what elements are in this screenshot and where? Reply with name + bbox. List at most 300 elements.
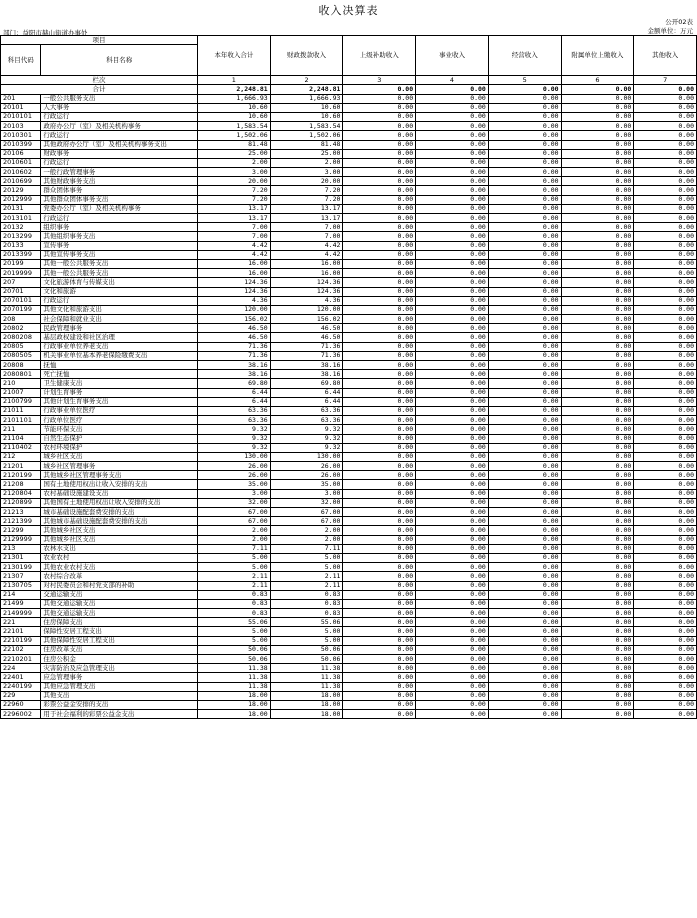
amount-fiscal: 124.36: [270, 278, 343, 287]
amount-affiliated: 0.00: [561, 517, 634, 526]
subject-code: 2080505: [1, 351, 41, 360]
amount-affiliated: 0.00: [561, 103, 634, 112]
amount-total: 5.00: [197, 563, 270, 572]
table-row: [1, 195, 697, 204]
subject-code: 20132: [1, 223, 41, 232]
amount-affiliated: 0.00: [561, 443, 634, 452]
amount-affiliated: 0.00: [561, 112, 634, 121]
table-row: [1, 462, 697, 471]
table-body: [1, 94, 697, 719]
amount-fiscal: 18.00: [270, 710, 343, 719]
amount-other: 0.00: [634, 710, 697, 719]
amount-affiliated: 0.00: [561, 572, 634, 581]
amount-affiliated: 0.00: [561, 177, 634, 186]
amount-operating: 0.00: [488, 333, 561, 342]
subject-name: 文化旅游体育与传媒支出: [41, 278, 198, 287]
subject-code: 21007: [1, 388, 41, 397]
amount-fiscal: 10.60: [270, 112, 343, 121]
amount-superior: 0.00: [343, 636, 416, 645]
amount-other: 0.00: [634, 370, 697, 379]
amount-business: 0.00: [416, 563, 489, 572]
amount-operating: 0.00: [488, 379, 561, 388]
amount-business: 0.00: [416, 250, 489, 259]
amount-business: 0.00: [416, 517, 489, 526]
amount-affiliated: 0.00: [561, 627, 634, 636]
amount-fiscal: 9.32: [270, 425, 343, 434]
subject-name: 一般行政管理事务: [41, 168, 198, 177]
amount-total: 3.00: [197, 489, 270, 498]
amount-superior: 0.00: [343, 526, 416, 535]
subject-name: 民政管理事务: [41, 324, 198, 333]
subject-code: 20199: [1, 259, 41, 268]
table-row: [1, 700, 697, 709]
amount-business: 0.00: [416, 149, 489, 158]
amount-fiscal: 6.44: [270, 397, 343, 406]
amount-superior: 0.00: [343, 682, 416, 691]
amount-affiliated: 0.00: [561, 195, 634, 204]
subject-code: 20101: [1, 103, 41, 112]
amount-other: 0.00: [634, 287, 697, 296]
header-col-6: 附属单位上缴收入: [561, 36, 634, 76]
amount-affiliated: 0.00: [561, 691, 634, 700]
subject-code: 2120804: [1, 489, 41, 498]
amount-affiliated: 0.00: [561, 223, 634, 232]
amount-fiscal: 7.20: [270, 195, 343, 204]
amount-operating: 0.00: [488, 489, 561, 498]
amount-business: 0.00: [416, 655, 489, 664]
amount-operating: 0.00: [488, 149, 561, 158]
amount-affiliated: 0.00: [561, 406, 634, 415]
subject-name: 其他组织事务支出: [41, 232, 198, 241]
amount-fiscal: 9.32: [270, 434, 343, 443]
amount-other: 0.00: [634, 269, 697, 278]
subject-code: 2210199: [1, 636, 41, 645]
subject-name: 用于社会福利的彩票公益金支出: [41, 710, 198, 719]
amount-affiliated: 0.00: [561, 599, 634, 608]
amount-fiscal: 11.38: [270, 673, 343, 682]
amount-other: 0.00: [634, 333, 697, 342]
amount-other: 0.00: [634, 177, 697, 186]
amount-affiliated: 0.00: [561, 489, 634, 498]
amount-fiscal: 38.16: [270, 370, 343, 379]
table-row: [1, 342, 697, 351]
amount-total: 10.60: [197, 112, 270, 121]
subject-code: 20133: [1, 241, 41, 250]
subject-name: 行政运行: [41, 112, 198, 121]
amount-business: 0.00: [416, 489, 489, 498]
amount-other: 0.00: [634, 342, 697, 351]
table-row: [1, 204, 697, 213]
amount-affiliated: 0.00: [561, 379, 634, 388]
amount-business: 0.00: [416, 508, 489, 517]
table-row: [1, 416, 697, 425]
amount-fiscal: 2.00: [270, 535, 343, 544]
amount-fiscal: 4.42: [270, 250, 343, 259]
amount-superior: 0.00: [343, 498, 416, 507]
subject-code: 21307: [1, 572, 41, 581]
amount-superior: 0.00: [343, 416, 416, 425]
amount-superior: 0.00: [343, 618, 416, 627]
amount-fiscal: 38.16: [270, 361, 343, 370]
amount-total: 20.00: [197, 177, 270, 186]
amount-affiliated: 0.00: [561, 471, 634, 480]
amount-superior: 0.00: [343, 214, 416, 223]
amount-fiscal: 67.00: [270, 508, 343, 517]
subject-code: 2080208: [1, 333, 41, 342]
subject-code: 22401: [1, 673, 41, 682]
amount-operating: 0.00: [488, 416, 561, 425]
amount-total: 32.00: [197, 498, 270, 507]
subject-name: 其他交通运输支出: [41, 609, 198, 618]
amount-operating: 0.00: [488, 406, 561, 415]
amount-other: 0.00: [634, 581, 697, 590]
amount-other: 0.00: [634, 599, 697, 608]
amount-business: 0.00: [416, 636, 489, 645]
amount-fiscal: 26.00: [270, 471, 343, 480]
amount-affiliated: 0.00: [561, 131, 634, 140]
subject-name: 保障性安居工程支出: [41, 627, 198, 636]
amount-total: 50.06: [197, 655, 270, 664]
amount-fiscal: 3.00: [270, 489, 343, 498]
amount-other: 0.00: [634, 553, 697, 562]
subject-name: 农业农村: [41, 553, 198, 562]
amount-superior: 0.00: [343, 103, 416, 112]
amount-affiliated: 0.00: [561, 333, 634, 342]
table-row: [1, 223, 697, 232]
form-number: 公开02表: [665, 18, 693, 26]
amount-fiscal: 2.11: [270, 581, 343, 590]
amount-superior: 0.00: [343, 645, 416, 654]
amount-other: 0.00: [634, 195, 697, 204]
amount-business: 0.00: [416, 259, 489, 268]
amount-affiliated: 0.00: [561, 590, 634, 599]
table-row: [1, 140, 697, 149]
amount-superior: 0.00: [343, 241, 416, 250]
amount-other: 0.00: [634, 406, 697, 415]
col-index: 7: [634, 76, 697, 85]
amount-operating: 0.00: [488, 103, 561, 112]
subject-code: 2240199: [1, 682, 41, 691]
amount-fiscal: 5.00: [270, 563, 343, 572]
amount-affiliated: 0.00: [561, 452, 634, 461]
amount-operating: 0.00: [488, 627, 561, 636]
amount-superior: 0.00: [343, 168, 416, 177]
amount-total: 0.83: [197, 599, 270, 608]
amount-business: 0.00: [416, 425, 489, 434]
amount-total: 7.20: [197, 195, 270, 204]
subject-code: 201: [1, 94, 41, 103]
subject-name: 其他宣传事务支出: [41, 250, 198, 259]
col-index: 1: [197, 76, 270, 85]
amount-total: 5.00: [197, 636, 270, 645]
subject-code: 211: [1, 425, 41, 434]
amount-affiliated: 0.00: [561, 526, 634, 535]
amount-affiliated: 0.00: [561, 370, 634, 379]
amount-other: 0.00: [634, 351, 697, 360]
subject-code: 2129999: [1, 535, 41, 544]
subject-code: 2130705: [1, 581, 41, 590]
amount-fiscal: 7.00: [270, 232, 343, 241]
subject-name: 农村基础设施建设支出: [41, 489, 198, 498]
amount-business: 0.00: [416, 691, 489, 700]
amount-other: 0.00: [634, 664, 697, 673]
page-title: 收入决算表: [318, 4, 379, 17]
subject-name: 机关事业单位基本养老保险缴费支出: [41, 351, 198, 360]
amount-other: 0.00: [634, 131, 697, 140]
amount-total: 16.00: [197, 259, 270, 268]
amount-other: 0.00: [634, 425, 697, 434]
subject-name: 文化和旅游: [41, 287, 198, 296]
amount-total: 25.00: [197, 149, 270, 158]
amount-fiscal: 7.00: [270, 223, 343, 232]
amount-affiliated: 0.00: [561, 480, 634, 489]
amount-superior: 0.00: [343, 471, 416, 480]
table-row: [1, 324, 697, 333]
subject-code: 2101101: [1, 416, 41, 425]
subject-code: 22960: [1, 700, 41, 709]
amount-fiscal: 18.00: [270, 691, 343, 700]
amount-other: 0.00: [634, 416, 697, 425]
amount-operating: 0.00: [488, 269, 561, 278]
subject-code: 22101: [1, 627, 41, 636]
table-row: [1, 149, 697, 158]
amount-superior: 0.00: [343, 269, 416, 278]
amount-affiliated: 0.00: [561, 204, 634, 213]
amount-affiliated: 0.00: [561, 342, 634, 351]
amount-other: 0.00: [634, 480, 697, 489]
amount-other: 0.00: [634, 443, 697, 452]
amount-superior: 0.00: [343, 508, 416, 517]
subject-code: 21208: [1, 480, 41, 489]
amount-operating: 0.00: [488, 305, 561, 314]
amount-total: 7.00: [197, 232, 270, 241]
amount-affiliated: 0.00: [561, 250, 634, 259]
amount-superior: 0.00: [343, 655, 416, 664]
amount-fiscal: 26.00: [270, 462, 343, 471]
amount-operating: 0.00: [488, 122, 561, 131]
amount-business: 0.00: [416, 223, 489, 232]
subject-code: 2010602: [1, 168, 41, 177]
amount-total: 1,583.54: [197, 122, 270, 131]
subject-code: 2121399: [1, 517, 41, 526]
amount-total: 69.80: [197, 379, 270, 388]
amount-operating: 0.00: [488, 572, 561, 581]
amount-fiscal: 35.00: [270, 480, 343, 489]
subject-name: 城市基础设施配套费安排的支出: [41, 508, 198, 517]
amount-total: 11.38: [197, 673, 270, 682]
amount-fiscal: 3.00: [270, 168, 343, 177]
subject-code: 210: [1, 379, 41, 388]
total-value: 0.00: [488, 85, 561, 94]
amount-total: 81.48: [197, 140, 270, 149]
amount-business: 0.00: [416, 204, 489, 213]
amount-affiliated: 0.00: [561, 269, 634, 278]
amount-fiscal: 7.11: [270, 544, 343, 553]
subject-name: 节能环保支出: [41, 425, 198, 434]
amount-superior: 0.00: [343, 691, 416, 700]
amount-fiscal: 13.17: [270, 214, 343, 223]
amount-business: 0.00: [416, 351, 489, 360]
amount-superior: 0.00: [343, 158, 416, 167]
subject-name: 住房保障支出: [41, 618, 198, 627]
amount-operating: 0.00: [488, 645, 561, 654]
amount-superior: 0.00: [343, 149, 416, 158]
amount-fiscal: 0.83: [270, 609, 343, 618]
subject-name: 其他支出: [41, 691, 198, 700]
subject-code: 213: [1, 544, 41, 553]
amount-business: 0.00: [416, 158, 489, 167]
amount-unit: 金额单位：万元: [647, 27, 693, 35]
amount-other: 0.00: [634, 259, 697, 268]
amount-business: 0.00: [416, 416, 489, 425]
amount-total: 7.20: [197, 186, 270, 195]
subject-name: 其他保障性安居工程支出: [41, 636, 198, 645]
amount-business: 0.00: [416, 333, 489, 342]
table-row: [1, 379, 697, 388]
amount-fiscal: 11.38: [270, 682, 343, 691]
amount-operating: 0.00: [488, 342, 561, 351]
amount-superior: 0.00: [343, 342, 416, 351]
amount-superior: 0.00: [343, 710, 416, 719]
amount-total: 4.42: [197, 250, 270, 259]
amount-fiscal: 0.83: [270, 590, 343, 599]
subject-code: 2080801: [1, 370, 41, 379]
amount-total: 7.11: [197, 544, 270, 553]
amount-operating: 0.00: [488, 691, 561, 700]
amount-total: 50.06: [197, 645, 270, 654]
header-col-5: 经营收入: [488, 36, 561, 76]
amount-operating: 0.00: [488, 232, 561, 241]
subject-code: 2149999: [1, 609, 41, 618]
amount-operating: 0.00: [488, 700, 561, 709]
amount-fiscal: 67.00: [270, 517, 343, 526]
total-label: 合计: [1, 85, 198, 94]
amount-business: 0.00: [416, 443, 489, 452]
amount-business: 0.00: [416, 710, 489, 719]
amount-other: 0.00: [634, 618, 697, 627]
amount-affiliated: 0.00: [561, 462, 634, 471]
amount-fiscal: 2.00: [270, 158, 343, 167]
table-row: [1, 443, 697, 452]
subject-code: 20106: [1, 149, 41, 158]
amount-superior: 0.00: [343, 223, 416, 232]
amount-fiscal: 130.00: [270, 452, 343, 461]
amount-operating: 0.00: [488, 370, 561, 379]
amount-business: 0.00: [416, 609, 489, 618]
subject-name: 其他文化和旅游支出: [41, 305, 198, 314]
table-row: [1, 480, 697, 489]
table-row: [1, 471, 697, 480]
subject-name: 其他一般公共服务支出: [41, 269, 198, 278]
amount-total: 38.16: [197, 370, 270, 379]
amount-total: 1,502.06: [197, 131, 270, 140]
amount-business: 0.00: [416, 599, 489, 608]
table-row: [1, 517, 697, 526]
amount-operating: 0.00: [488, 315, 561, 324]
amount-fiscal: 5.00: [270, 627, 343, 636]
amount-operating: 0.00: [488, 563, 561, 572]
subject-name: 其他城市基础设施配套费安排的支出: [41, 517, 198, 526]
amount-business: 0.00: [416, 370, 489, 379]
amount-affiliated: 0.00: [561, 241, 634, 250]
amount-business: 0.00: [416, 287, 489, 296]
amount-affiliated: 0.00: [561, 544, 634, 553]
amount-fiscal: 156.02: [270, 315, 343, 324]
amount-other: 0.00: [634, 645, 697, 654]
amount-superior: 0.00: [343, 122, 416, 131]
subject-code: 20802: [1, 324, 41, 333]
amount-total: 55.06: [197, 618, 270, 627]
amount-business: 0.00: [416, 581, 489, 590]
amount-operating: 0.00: [488, 609, 561, 618]
amount-superior: 0.00: [343, 599, 416, 608]
amount-superior: 0.00: [343, 379, 416, 388]
amount-operating: 0.00: [488, 553, 561, 562]
subject-name: 行政单位医疗: [41, 416, 198, 425]
amount-operating: 0.00: [488, 655, 561, 664]
table-row: [1, 544, 697, 553]
table-row: [1, 241, 697, 250]
amount-superior: 0.00: [343, 232, 416, 241]
amount-business: 0.00: [416, 462, 489, 471]
amount-superior: 0.00: [343, 563, 416, 572]
amount-fiscal: 4.36: [270, 296, 343, 305]
amount-total: 63.36: [197, 416, 270, 425]
amount-fiscal: 1,502.06: [270, 131, 343, 140]
total-value: 2,248.81: [197, 85, 270, 94]
table-row: [1, 664, 697, 673]
amount-operating: 0.00: [488, 425, 561, 434]
amount-total: 13.17: [197, 214, 270, 223]
table-row: [1, 636, 697, 645]
amount-other: 0.00: [634, 305, 697, 314]
table-row: [1, 168, 697, 177]
subject-name: 行政运行: [41, 158, 198, 167]
subject-code: 22102: [1, 645, 41, 654]
amount-superior: 0.00: [343, 664, 416, 673]
subject-name: 财政事务: [41, 149, 198, 158]
subject-name: 社会保障和就业支出: [41, 315, 198, 324]
amount-fiscal: 69.80: [270, 379, 343, 388]
amount-business: 0.00: [416, 618, 489, 627]
amount-superior: 0.00: [343, 333, 416, 342]
amount-operating: 0.00: [488, 535, 561, 544]
amount-superior: 0.00: [343, 370, 416, 379]
amount-fiscal: 0.83: [270, 599, 343, 608]
amount-affiliated: 0.00: [561, 361, 634, 370]
subject-name: 基层政权建设和社区治理: [41, 333, 198, 342]
amount-operating: 0.00: [488, 498, 561, 507]
amount-other: 0.00: [634, 682, 697, 691]
table-row: [1, 599, 697, 608]
amount-business: 0.00: [416, 406, 489, 415]
subject-name: 计划生育事务: [41, 388, 198, 397]
amount-affiliated: 0.00: [561, 618, 634, 627]
amount-other: 0.00: [634, 140, 697, 149]
subject-code: 21213: [1, 508, 41, 517]
amount-business: 0.00: [416, 195, 489, 204]
amount-operating: 0.00: [488, 581, 561, 590]
amount-business: 0.00: [416, 526, 489, 535]
amount-total: 1,666.93: [197, 94, 270, 103]
subject-name: 应急管理事务: [41, 673, 198, 682]
amount-superior: 0.00: [343, 517, 416, 526]
amount-total: 18.00: [197, 710, 270, 719]
subject-name: 行政事业单位医疗: [41, 406, 198, 415]
subject-name: 其他城乡社区支出: [41, 526, 198, 535]
amount-fiscal: 4.42: [270, 241, 343, 250]
amount-fiscal: 46.50: [270, 333, 343, 342]
